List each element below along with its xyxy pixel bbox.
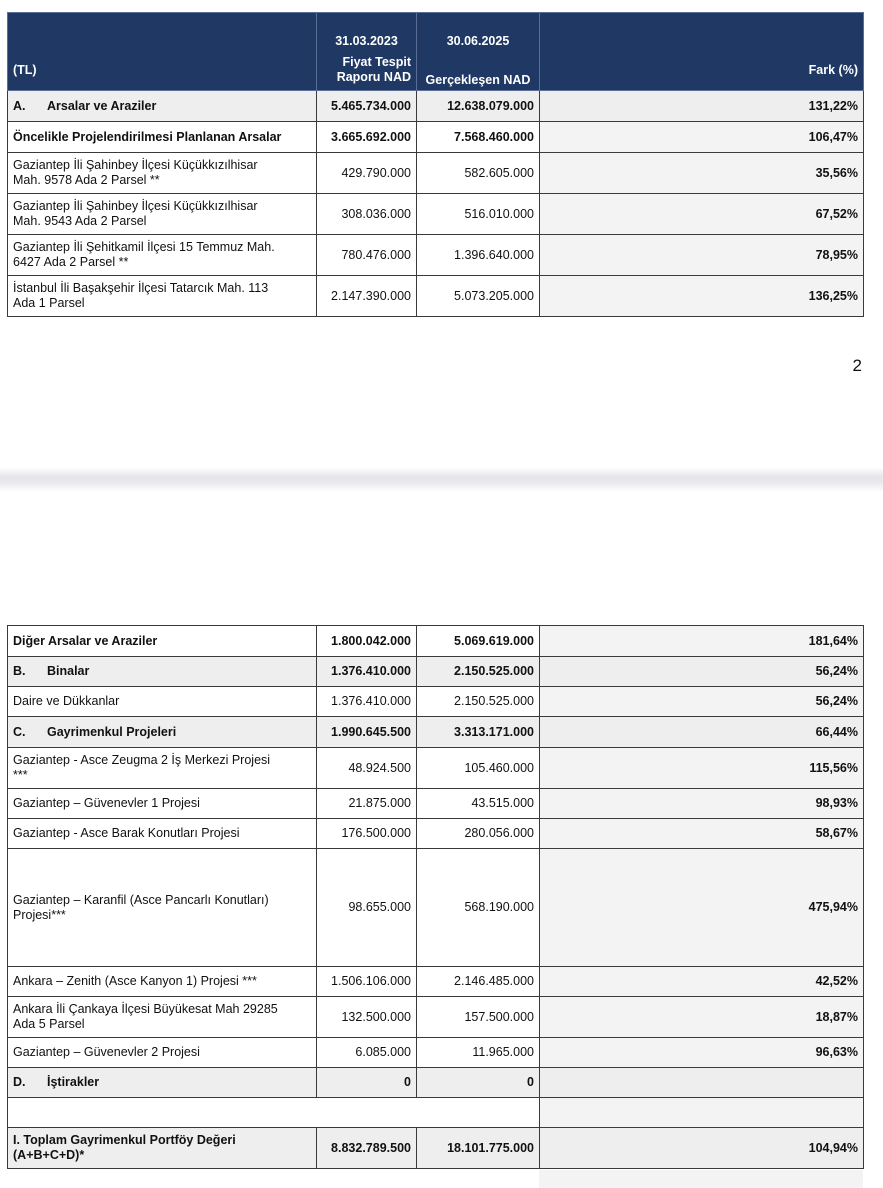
value-2023: 308.036.000 <box>317 194 417 235</box>
value-2023: 2.147.390.000 <box>317 276 417 317</box>
value-2023: 780.476.000 <box>317 235 417 276</box>
value-2023: 1.990.645.500 <box>317 717 417 748</box>
row-label: Gaziantep İli Şehitkamil İlçesi 15 Temmuz Mah. 6427 Ada 2 Parsel ** <box>8 235 317 276</box>
header-date-2023: 31.03.2023 <box>317 13 417 51</box>
value-2025: 11.965.000 <box>417 1038 540 1068</box>
diff-percent: 131,22% <box>540 91 864 122</box>
row-label: İstanbul İli Başakşehir İlçesi Tatarcık Mah. 113 Ada 1 Parsel <box>8 276 317 317</box>
row-label: A. Arsalar ve Araziler <box>8 91 317 122</box>
diff-percent: 78,95% <box>540 235 864 276</box>
diff-percent: 96,63% <box>540 1038 864 1068</box>
header-empty-cell <box>540 13 864 51</box>
row-label: D. İştirakler <box>8 1068 317 1098</box>
value-2025: 582.605.000 <box>417 153 540 194</box>
row-label: I. Toplam Gayrimenkul Portföy Değeri (A+B+C+D)* <box>8 1128 317 1169</box>
value-2025: 7.568.460.000 <box>417 122 540 153</box>
page-number: 2 <box>852 356 862 375</box>
table-row <box>8 1038 864 1068</box>
row-label: Diğer Arsalar ve Araziler <box>8 626 317 657</box>
value-2025: 5.073.205.000 <box>417 276 540 317</box>
diff-percent: 136,25% <box>540 276 864 317</box>
table-row <box>8 967 864 997</box>
header-gerceklesen: Gerçekleşen NAD <box>417 51 540 91</box>
row-label: Ankara – Zenith (Asce Kanyon 1) Projesi *** <box>8 967 317 997</box>
header-fiyat-line2: Raporu NAD <box>336 70 411 85</box>
diff-percent: 35,56% <box>540 153 864 194</box>
value-2025: 12.638.079.000 <box>417 91 540 122</box>
header-row-labels <box>8 51 864 91</box>
diff-percent <box>540 1068 864 1098</box>
row-label: B. Binalar <box>8 657 317 687</box>
value-2025: 0 <box>417 1068 540 1098</box>
value-2023: 176.500.000 <box>317 819 417 849</box>
table-row <box>8 849 864 967</box>
spacer-cell <box>540 1098 864 1128</box>
value-2023: 5.465.734.000 <box>317 91 417 122</box>
table-row <box>8 819 864 849</box>
table-row <box>8 122 864 153</box>
header-empty-cell <box>8 13 317 51</box>
value-2023: 1.506.106.000 <box>317 967 417 997</box>
table-row <box>8 1068 864 1098</box>
value-2025: 5.069.619.000 <box>417 626 540 657</box>
row-label: Gaziantep – Güvenevler 2 Projesi <box>8 1038 317 1068</box>
table-row <box>8 276 864 317</box>
value-2023: 48.924.500 <box>317 748 417 789</box>
header-date-2025: 30.06.2025 <box>417 13 540 51</box>
value-2025: 157.500.000 <box>417 997 540 1038</box>
table-row <box>8 748 864 789</box>
diff-percent: 98,93% <box>540 789 864 819</box>
diff-percent: 104,94% <box>540 1128 864 1169</box>
value-2023: 3.665.692.000 <box>317 122 417 153</box>
value-2025: 2.150.525.000 <box>417 687 540 717</box>
spacer-cell <box>8 1098 540 1128</box>
value-2023: 1.800.042.000 <box>317 626 417 657</box>
value-2023: 6.085.000 <box>317 1038 417 1068</box>
diff-percent: 67,52% <box>540 194 864 235</box>
row-label: Gaziantep - Asce Barak Konutları Projesi <box>8 819 317 849</box>
portfolio-table-page2 <box>7 625 864 1169</box>
value-2025: 18.101.775.000 <box>417 1128 540 1169</box>
row-label: Gaziantep İli Şahinbey İlçesi Küçükkızılhisar Mah. 9543 Ada 2 Parsel <box>8 194 317 235</box>
diff-percent: 56,24% <box>540 687 864 717</box>
value-2025: 280.056.000 <box>417 819 540 849</box>
table-row <box>8 717 864 748</box>
diff-percent: 475,94% <box>540 849 864 967</box>
header-fark: Fark (%) <box>540 51 864 91</box>
header-fiyat-tespit <box>317 51 417 91</box>
row-label: Öncelikle Projelendirilmesi Planlanan Arsalar <box>8 122 317 153</box>
row-label: Gaziantep İli Şahinbey İlçesi Küçükkızılhisar Mah. 9578 Ada 2 Parsel ** <box>8 153 317 194</box>
row-label: C. Gayrimenkul Projeleri <box>8 717 317 748</box>
value-2023: 98.655.000 <box>317 849 417 967</box>
value-2025: 105.460.000 <box>417 748 540 789</box>
row-label: Ankara İli Çankaya İlçesi Büyükesat Mah 29285 Ada 5 Parsel <box>8 997 317 1038</box>
value-2025: 516.010.000 <box>417 194 540 235</box>
table-row <box>8 153 864 194</box>
value-2025: 568.190.000 <box>417 849 540 967</box>
value-2025: 2.146.485.000 <box>417 967 540 997</box>
table-continuation-shade <box>539 1170 863 1188</box>
table-row <box>8 997 864 1038</box>
row-label: Gaziantep – Güvenevler 1 Projesi <box>8 789 317 819</box>
table-row <box>8 687 864 717</box>
row-label: Gaziantep – Karanfil (Asce Pancarlı Konutları) Projesi*** <box>8 849 317 967</box>
value-2025: 1.396.640.000 <box>417 235 540 276</box>
value-2023: 1.376.410.000 <box>317 657 417 687</box>
table-row <box>8 194 864 235</box>
header-fiyat-line1: Fiyat Tespit <box>342 55 411 70</box>
value-2025: 3.313.171.000 <box>417 717 540 748</box>
portfolio-table-page1 <box>7 12 864 317</box>
diff-percent: 56,24% <box>540 657 864 687</box>
table-row <box>8 91 864 122</box>
value-2025: 43.515.000 <box>417 789 540 819</box>
table-row <box>8 235 864 276</box>
value-2023: 21.875.000 <box>317 789 417 819</box>
header-row-dates <box>8 13 864 51</box>
diff-percent: 181,64% <box>540 626 864 657</box>
value-2023: 429.790.000 <box>317 153 417 194</box>
diff-percent: 66,44% <box>540 717 864 748</box>
table-row <box>8 789 864 819</box>
value-2025: 2.150.525.000 <box>417 657 540 687</box>
value-2023: 0 <box>317 1068 417 1098</box>
value-2023: 1.376.410.000 <box>317 687 417 717</box>
diff-percent: 18,87% <box>540 997 864 1038</box>
diff-percent: 106,47% <box>540 122 864 153</box>
total-row <box>8 1128 864 1169</box>
diff-percent: 58,67% <box>540 819 864 849</box>
header-unit: (TL) <box>8 51 317 91</box>
table-row <box>8 657 864 687</box>
diff-percent: 42,52% <box>540 967 864 997</box>
page-break-divider <box>0 467 883 492</box>
spacer-row <box>8 1098 864 1128</box>
value-2023: 132.500.000 <box>317 997 417 1038</box>
row-label: Gaziantep - Asce Zeugma 2 İş Merkezi Projesi *** <box>8 748 317 789</box>
diff-percent: 115,56% <box>540 748 864 789</box>
table-row <box>8 626 864 657</box>
row-label: Daire ve Dükkanlar <box>8 687 317 717</box>
value-2023: 8.832.789.500 <box>317 1128 417 1169</box>
